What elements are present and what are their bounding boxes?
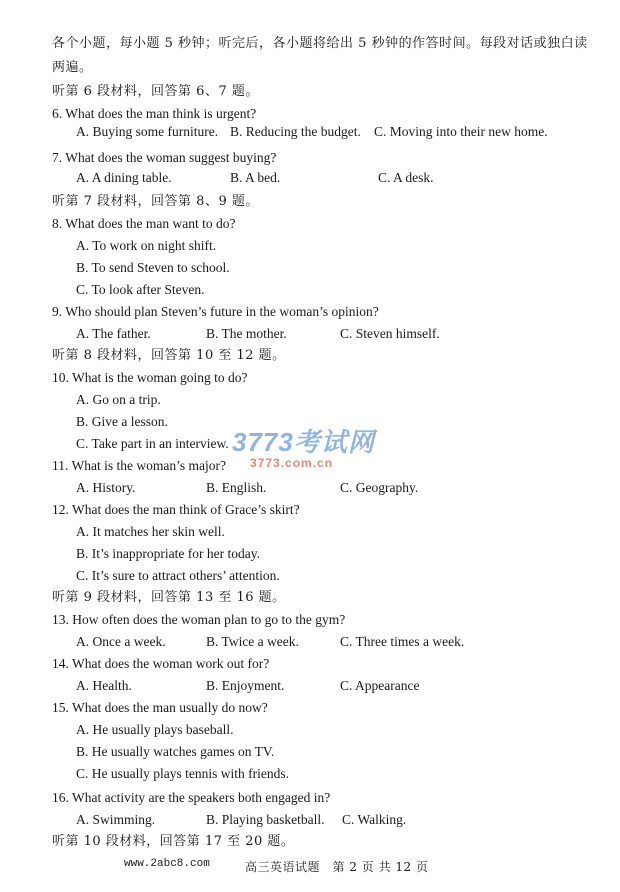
section-instruction: 听第 6 段材料，回答第 6、7 题。: [52, 84, 259, 99]
option-c: C. Geography.: [340, 480, 419, 495]
option-b: B. The mother.: [206, 326, 287, 341]
option-a: A. Go on a trip.: [76, 392, 161, 407]
section-instruction: 听第 7 段材料，回答第 8、9 题。: [52, 194, 259, 209]
question-stem: 6. What does the man think is urgent?: [52, 106, 257, 121]
option-c: C. Three times a week.: [340, 634, 465, 649]
option-b: B. A bed.: [230, 170, 281, 185]
question-stem: 7. What does the woman suggest buying?: [52, 150, 277, 165]
watermark-url: 3773.com.cn: [250, 456, 334, 470]
option-b: B. He usually watches games on TV.: [76, 744, 275, 759]
option-a: A. A dining table.: [76, 170, 172, 185]
option-b: B. Reducing the budget.: [230, 124, 361, 139]
option-a: A. To work on night shift.: [76, 238, 217, 253]
watermark-logo: 3773考试网: [232, 427, 375, 457]
option-b: B. Twice a week.: [206, 634, 299, 649]
option-c: C. He usually plays tennis with friends.: [76, 766, 289, 781]
option-a: A. Swimming.: [76, 812, 156, 827]
option-a: A. Health.: [76, 678, 132, 693]
section-instruction: 听第 8 段材料，回答第 10 至 12 题。: [52, 348, 286, 363]
option-b: B. English.: [206, 480, 267, 495]
option-c: C. Steven himself.: [340, 326, 440, 341]
question-stem: 12. What does the man think of Grace’s skirt?: [52, 502, 300, 517]
section-instruction: 听第 10 段材料，回答第 17 至 20 题。: [52, 834, 295, 849]
question-stem: 8. What does the man want to do?: [52, 216, 236, 231]
option-b: B. Playing basketball.: [206, 812, 325, 827]
option-c: C. To look after Steven.: [76, 282, 205, 297]
option-a: A. Buying some furniture.: [76, 124, 219, 139]
option-c: C. Moving into their new home.: [374, 124, 548, 139]
option-a: A. Once a week.: [76, 634, 166, 649]
question-stem: 15. What does the man usually do now?: [52, 700, 268, 715]
option-c: C. It’s sure to attract others’ attention.: [76, 568, 280, 583]
option-c: C. A desk.: [378, 170, 434, 185]
option-b: B. To send Steven to school.: [76, 260, 230, 275]
option-c: C. Appearance: [340, 678, 420, 693]
option-a: A. He usually plays baseball.: [76, 722, 234, 737]
question-stem: 14. What does the woman work out for?: [52, 656, 270, 671]
option-a: A. History.: [76, 480, 136, 495]
question-stem: 9. Who should plan Steven’s future in the woman’s opinion?: [52, 304, 379, 319]
question-stem: 11. What is the woman’s major?: [52, 458, 226, 473]
question-stem: 13. How often does the woman plan to go to the gym?: [52, 612, 346, 627]
footer-url: www.2abc8.com: [124, 858, 210, 870]
intro-line-2: 两遍。: [52, 60, 93, 75]
option-b: B. It’s inappropriate for her today.: [76, 546, 260, 561]
option-c: C. Walking.: [342, 812, 407, 827]
question-stem: 16. What activity are the speakers both engaged in?: [52, 790, 331, 805]
intro-line-1: 各个小题，每小题 5 秒钟；听完后，各小题将给出 5 秒钟的作答时间。每段对话或独白读: [52, 36, 588, 51]
option-c: C. Take part in an interview.: [76, 436, 229, 451]
section-instruction: 听第 9 段材料，回答第 13 至 16 题。: [52, 590, 286, 605]
option-b: B. Enjoyment.: [206, 678, 285, 693]
option-b: B. Give a lesson.: [76, 414, 168, 429]
question-stem: 10. What is the woman going to do?: [52, 370, 248, 385]
option-a: A. The father.: [76, 326, 151, 341]
footer-page-number: 高三英语试题 第 2 页 共 12 页: [245, 860, 429, 874]
option-a: A. It matches her skin well.: [76, 524, 225, 539]
